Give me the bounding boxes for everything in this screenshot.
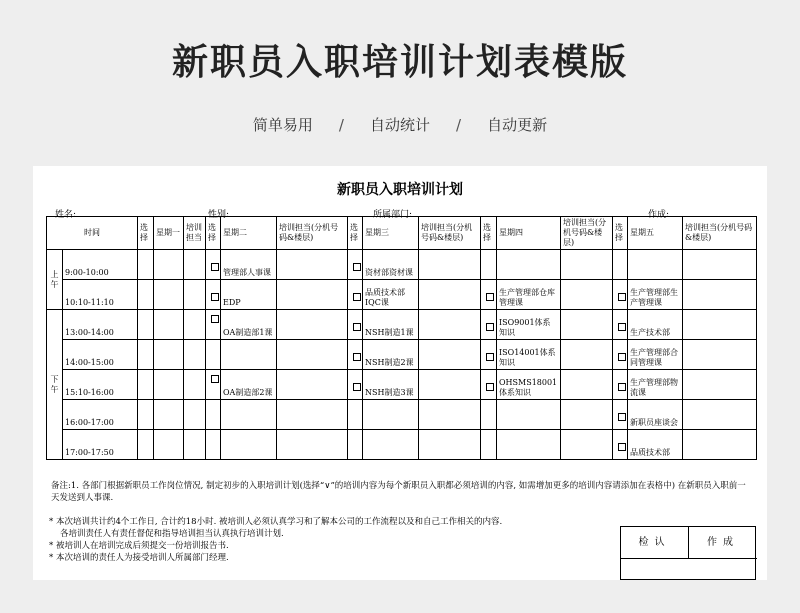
select-cell (348, 430, 363, 460)
select-cell (613, 250, 628, 280)
cell (154, 250, 184, 280)
wed-course: 资材部资材课 (363, 250, 419, 280)
cell (277, 280, 348, 310)
feature-auto-stats: 自动统计 (369, 116, 430, 134)
checkbox[interactable] (486, 323, 494, 331)
cell (683, 340, 757, 370)
fri-course: 生产管理部生产管理课 (628, 280, 683, 310)
wed-course: NSH制造3课 (363, 370, 419, 400)
wed-course (363, 430, 419, 460)
cell (277, 250, 348, 280)
select-cell[interactable] (481, 370, 497, 400)
table-row (47, 370, 757, 400)
row-time: 17:00-17:50 (63, 430, 138, 460)
select-cell (138, 400, 154, 430)
cell (419, 280, 481, 310)
select-cell[interactable] (348, 250, 363, 280)
checkbox[interactable] (618, 353, 626, 361)
cell (561, 250, 613, 280)
select-cell (206, 430, 221, 460)
select-cell[interactable] (206, 250, 221, 280)
separator: / (456, 116, 462, 134)
checkbox[interactable] (618, 443, 626, 451)
sign-box (620, 526, 756, 580)
select-cell[interactable] (613, 370, 628, 400)
wed-course: 品质技术部IQC课 (363, 280, 419, 310)
row-time: 10:10-11:10 (63, 280, 138, 310)
tue-course: OA制造部2课 (221, 370, 277, 400)
select-cell[interactable] (348, 310, 363, 340)
cell (683, 430, 757, 460)
table-header-row (47, 217, 757, 250)
cell (277, 310, 348, 340)
select-cell (206, 400, 221, 430)
fri-course: 生产技术部 (628, 310, 683, 340)
wed-course: NSH制造1课 (363, 310, 419, 340)
header-mon: 星期一 (154, 217, 184, 250)
checkbox[interactable] (353, 293, 361, 301)
header-trainer: 培训担当 (184, 217, 206, 250)
row-time: 13:00-14:00 (63, 310, 138, 340)
cell (184, 340, 206, 370)
cell (154, 370, 184, 400)
note-line-1: * 本次培训共计约4个工作日, 合计约18小时. 被培训人必须认真学习和了解本公司的工作流程以及和自己工作相关的内容. (49, 517, 503, 527)
tue-course: 管理部人事课 (221, 250, 277, 280)
tue-course (221, 340, 277, 370)
page-title: 新职员入职培训计划表模版 (171, 42, 628, 83)
header-select: 选择 (138, 217, 154, 250)
select-cell[interactable] (613, 340, 628, 370)
checkbox[interactable] (618, 383, 626, 391)
cell (419, 370, 481, 400)
cell (561, 400, 613, 430)
cell (419, 430, 481, 460)
separator: / (338, 116, 344, 134)
cell (154, 400, 184, 430)
row-time: 14:00-15:00 (63, 340, 138, 370)
cell (683, 370, 757, 400)
select-cell[interactable] (481, 340, 497, 370)
checkbox[interactable] (211, 293, 219, 301)
checkbox[interactable] (211, 315, 219, 323)
cell (561, 340, 613, 370)
cell (184, 370, 206, 400)
author-sign-label: 作成 (689, 527, 757, 559)
cell (683, 280, 757, 310)
header-select: 选择 (206, 217, 221, 250)
checkbox[interactable] (353, 263, 361, 271)
row-time: 16:00-17:00 (63, 400, 138, 430)
select-cell[interactable] (481, 310, 497, 340)
checkbox[interactable] (211, 263, 219, 271)
select-cell[interactable] (348, 280, 363, 310)
row-time: 9:00-10:00 (63, 250, 138, 280)
checkbox[interactable] (618, 323, 626, 331)
checkbox[interactable] (353, 353, 361, 361)
select-cell (138, 370, 154, 400)
fri-course: 生产管理部合同管理课 (628, 340, 683, 370)
table-row (47, 340, 757, 370)
select-cell (138, 310, 154, 340)
header-select: 选择 (348, 217, 363, 250)
thu-course: ISO14001体系知识 (497, 340, 561, 370)
select-cell[interactable] (613, 280, 628, 310)
select-cell (481, 250, 497, 280)
header-trainer: 培训担当(分机号码&楼层) (277, 217, 348, 250)
checkbox[interactable] (486, 353, 494, 361)
cell (561, 310, 613, 340)
cell (561, 430, 613, 460)
cell (154, 280, 184, 310)
table-row (47, 280, 757, 310)
cell (277, 340, 348, 370)
checkbox[interactable] (486, 383, 494, 391)
header-trainer: 培训担当(分机号码&楼层) (561, 217, 613, 250)
cell (419, 340, 481, 370)
checkbox[interactable] (618, 293, 626, 301)
cell (277, 400, 348, 430)
cell (419, 250, 481, 280)
name-label: 姓名: (55, 210, 77, 220)
dept-label: 所属部门: (373, 210, 413, 220)
feature-easy: 简单易用 (252, 116, 313, 134)
fri-course: 新职员座谈会 (628, 400, 683, 430)
wed-course (363, 400, 419, 430)
fri-course (628, 250, 683, 280)
tue-course: OA制造部1课 (221, 310, 277, 340)
cell (683, 310, 757, 340)
select-cell (138, 250, 154, 280)
select-cell[interactable] (348, 370, 363, 400)
thu-course: ISO9001体系知识 (497, 310, 561, 340)
note-line-2: 各培训责任人有责任督促和指导培训担当认真执行培训计划. (60, 529, 284, 539)
note-line-3: * 被培训人在培训完成后须提交一份培训报告书. (49, 541, 229, 551)
header-select: 选择 (613, 217, 628, 250)
select-cell[interactable] (613, 310, 628, 340)
period-am: 上午 (47, 250, 63, 310)
select-cell (348, 400, 363, 430)
document-title: 新职员入职培训计划 (337, 182, 463, 198)
checkbox[interactable] (486, 293, 494, 301)
fri-course: 品质技术部 (628, 430, 683, 460)
cell (184, 400, 206, 430)
select-cell[interactable] (206, 310, 221, 340)
table-row (47, 250, 757, 280)
cell (277, 370, 348, 400)
thu-course (497, 430, 561, 460)
select-cell[interactable] (206, 370, 221, 400)
thu-course (497, 250, 561, 280)
cell (561, 280, 613, 310)
header-wed: 星期三 (363, 217, 419, 250)
remark-note: 备注:1. 各部门根据新职员工作岗位情况, 制定初步的入职培训计划(选择“∨”的培训内容为每个新职员入职都必须培训的内容, 如需增加更多的培训内容请添加在表格中) 在新职员入职前一天发送到人事课. (51, 481, 746, 503)
cell (184, 250, 206, 280)
cell (419, 400, 481, 430)
cell (419, 310, 481, 340)
cell (154, 430, 184, 460)
cell (683, 400, 757, 430)
tue-course (221, 400, 277, 430)
row-time: 15:10-16:00 (63, 370, 138, 400)
cell (561, 370, 613, 400)
select-cell (481, 430, 497, 460)
header-select: 选择 (481, 217, 497, 250)
cell (683, 250, 757, 280)
tue-course: EDP (221, 280, 277, 310)
thu-course: 生产管理部仓库管理课 (497, 280, 561, 310)
cell (277, 430, 348, 460)
cell (184, 310, 206, 340)
checkbox[interactable] (618, 413, 626, 421)
select-cell[interactable] (613, 400, 628, 430)
checkbox[interactable] (353, 383, 361, 391)
tue-course (221, 430, 277, 460)
header-trainer: 培训担当(分机号码&楼层) (419, 217, 481, 250)
header-fri: 星期五 (628, 217, 683, 250)
fri-course: 生产管理部物流课 (628, 370, 683, 400)
table-row (47, 430, 757, 460)
table-row (47, 400, 757, 430)
select-cell (138, 280, 154, 310)
select-cell[interactable] (613, 430, 628, 460)
header-trainer: 培训担当(分机号码&楼层) (683, 217, 757, 250)
cell (154, 310, 184, 340)
header-tue: 星期二 (221, 217, 277, 250)
cell (184, 430, 206, 460)
checkbox[interactable] (353, 323, 361, 331)
thu-course (497, 400, 561, 430)
select-cell (138, 340, 154, 370)
header-thu: 星期四 (497, 217, 561, 250)
feature-list (0, 114, 800, 135)
select-cell (481, 400, 497, 430)
cell (184, 280, 206, 310)
document-sheet (33, 166, 767, 580)
cell (154, 340, 184, 370)
select-cell[interactable] (206, 280, 221, 310)
header-time: 时间 (47, 217, 138, 250)
checkbox[interactable] (211, 375, 219, 383)
gender-label: 性别: (208, 210, 230, 220)
select-cell[interactable] (348, 340, 363, 370)
period-pm: 下午 (47, 310, 63, 460)
author-label: 作成: (648, 210, 670, 220)
select-cell[interactable] (481, 280, 497, 310)
select-cell (206, 340, 221, 370)
training-plan-table (46, 216, 757, 460)
note-line-4: * 本次培训的责任人为接受培训人所属部门经理. (49, 553, 229, 563)
select-cell (138, 430, 154, 460)
feature-auto-update: 自动更新 (487, 116, 548, 134)
thu-course: OHSMS18001体系知识 (497, 370, 561, 400)
table-row (47, 310, 757, 340)
check-label: 检认 (621, 527, 689, 559)
wed-course: NSH制造2课 (363, 340, 419, 370)
